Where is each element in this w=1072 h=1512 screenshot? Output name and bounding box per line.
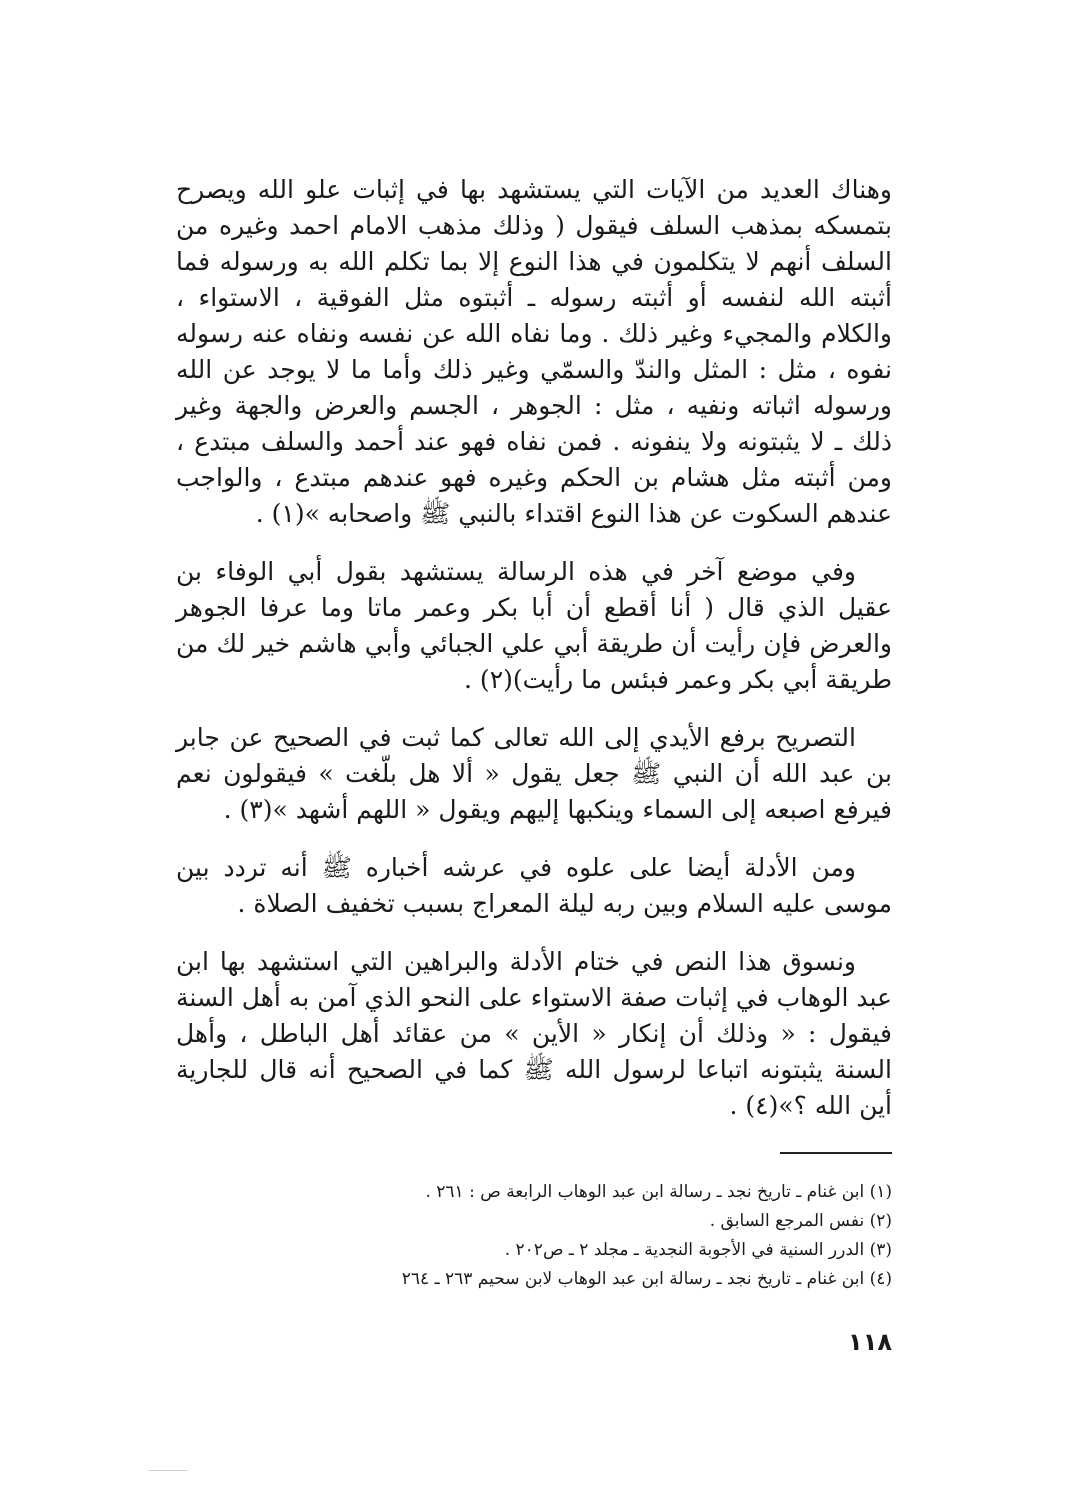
footnote-1: (١) ابن غنام ـ تاريخ نجد ـ رسالة ابن عبد الوهاب الرابعة ص : ٢٦١ . <box>425 1182 892 1202</box>
main-text <box>176 172 892 1146</box>
footnote-2: (٢) نفس المرجع السابق . <box>709 1211 892 1231</box>
paragraph-1: وهناك العديد من الآيات التي يستشهد بها في إثبات علو الله ويصرح بتمسكه بمذهب السلف فيقول ( وذلك مذهب الامام احمد وغيره من السلف أنهم لا يتكلمون في هذا النوع إلا بما تكلم الله به ورسوله فما أثبته الله لنفسه أو أثبته رسوله ـ أثبتوه مثل الفوقية ، الاستواء ، والكلام والمجيء وغير ذلك . وما نفاه الله عن نفسه ونفاه عنه رسوله نفوه ، مثل : المثل والندّ والسمّي وغير ذلك وأما ما لا يوجد عن الله ورسوله اثباته ونفيه ، مثل : الجوهر ، الجسم والعرض والجهة وغير ذلك ـ لا يثبتونه ولا ينفونه . فمن نفاه فهو عند أحمد والسلف مبتدع ، ومن أثبته مثل هشام بن الحكم وغيره فهو عندهم مبتدع ، والواجب عندهم السكوت عن هذا النوع اقتداء بالنبي ﷺ واصحابه »(١) . <box>176 175 892 528</box>
footnote-3: (٣) الدرر السنية في الأجوبة النجدية ـ مجلد ٢ ـ ص٢٠٢ . <box>504 1240 892 1260</box>
paragraph-3: التصريح برفع الأيدي إلى الله تعالى كما ثبت في الصحيح عن جابر بن عبد الله أن النبي ﷺ جعل يقول « ألا هل بلّغت » فيقولون نعم فيرفع اصبعه إلى السماء وينكبها إليهم ويقول « اللهم أشهد »(٣) . <box>176 723 892 824</box>
footnotes <box>176 1178 892 1294</box>
paragraph-4: ومن الأدلة أيضا على علوه في عرشه أخباره ﷺ أنه تردد بين موسى عليه السلام وبين ربه ليلة المعراج بسبب تخفيف الصلاة . <box>176 853 892 918</box>
paragraph-2: وفي موضع آخر في هذه الرسالة يستشهد بقول أبي الوفاء بن عقيل الذي قال ( أنا أقطع أن أبا بكر وعمر ماتا وما عرفا الجوهر والعرض فإن رأيت أن طريقة أبي علي الجبائي وأبي هاشم خير لك من طريقة أبي بكر وعمر فبئس ما رأيت)(٢) . <box>176 557 892 694</box>
paragraph-5: ونسوق هذا النص في ختام الأدلة والبراهين التي استشهد بها ابن عبد الوهاب في إثبات صفة الاستواء على النحو الذي آمن به أهل السنة فيقول : « وذلك أن إنكار « الأين » من عقائد أهل الباطل ، وأهل السنة يثبتونه اتباعا لرسول الله ﷺ كما في الصحيح أنه قال للجارية أين الله ؟»(٤) . <box>176 947 892 1120</box>
scan-edge-mark <box>148 1470 188 1471</box>
footnote-4: (٤) ابن غنام ـ تاريخ نجد ـ رسالة ابن عبد الوهاب لابن سحيم ٢٦٣ ـ ٢٦٤ <box>401 1269 892 1289</box>
footnote-separator <box>780 1152 892 1154</box>
page-number: ١١٨ <box>848 1328 892 1356</box>
